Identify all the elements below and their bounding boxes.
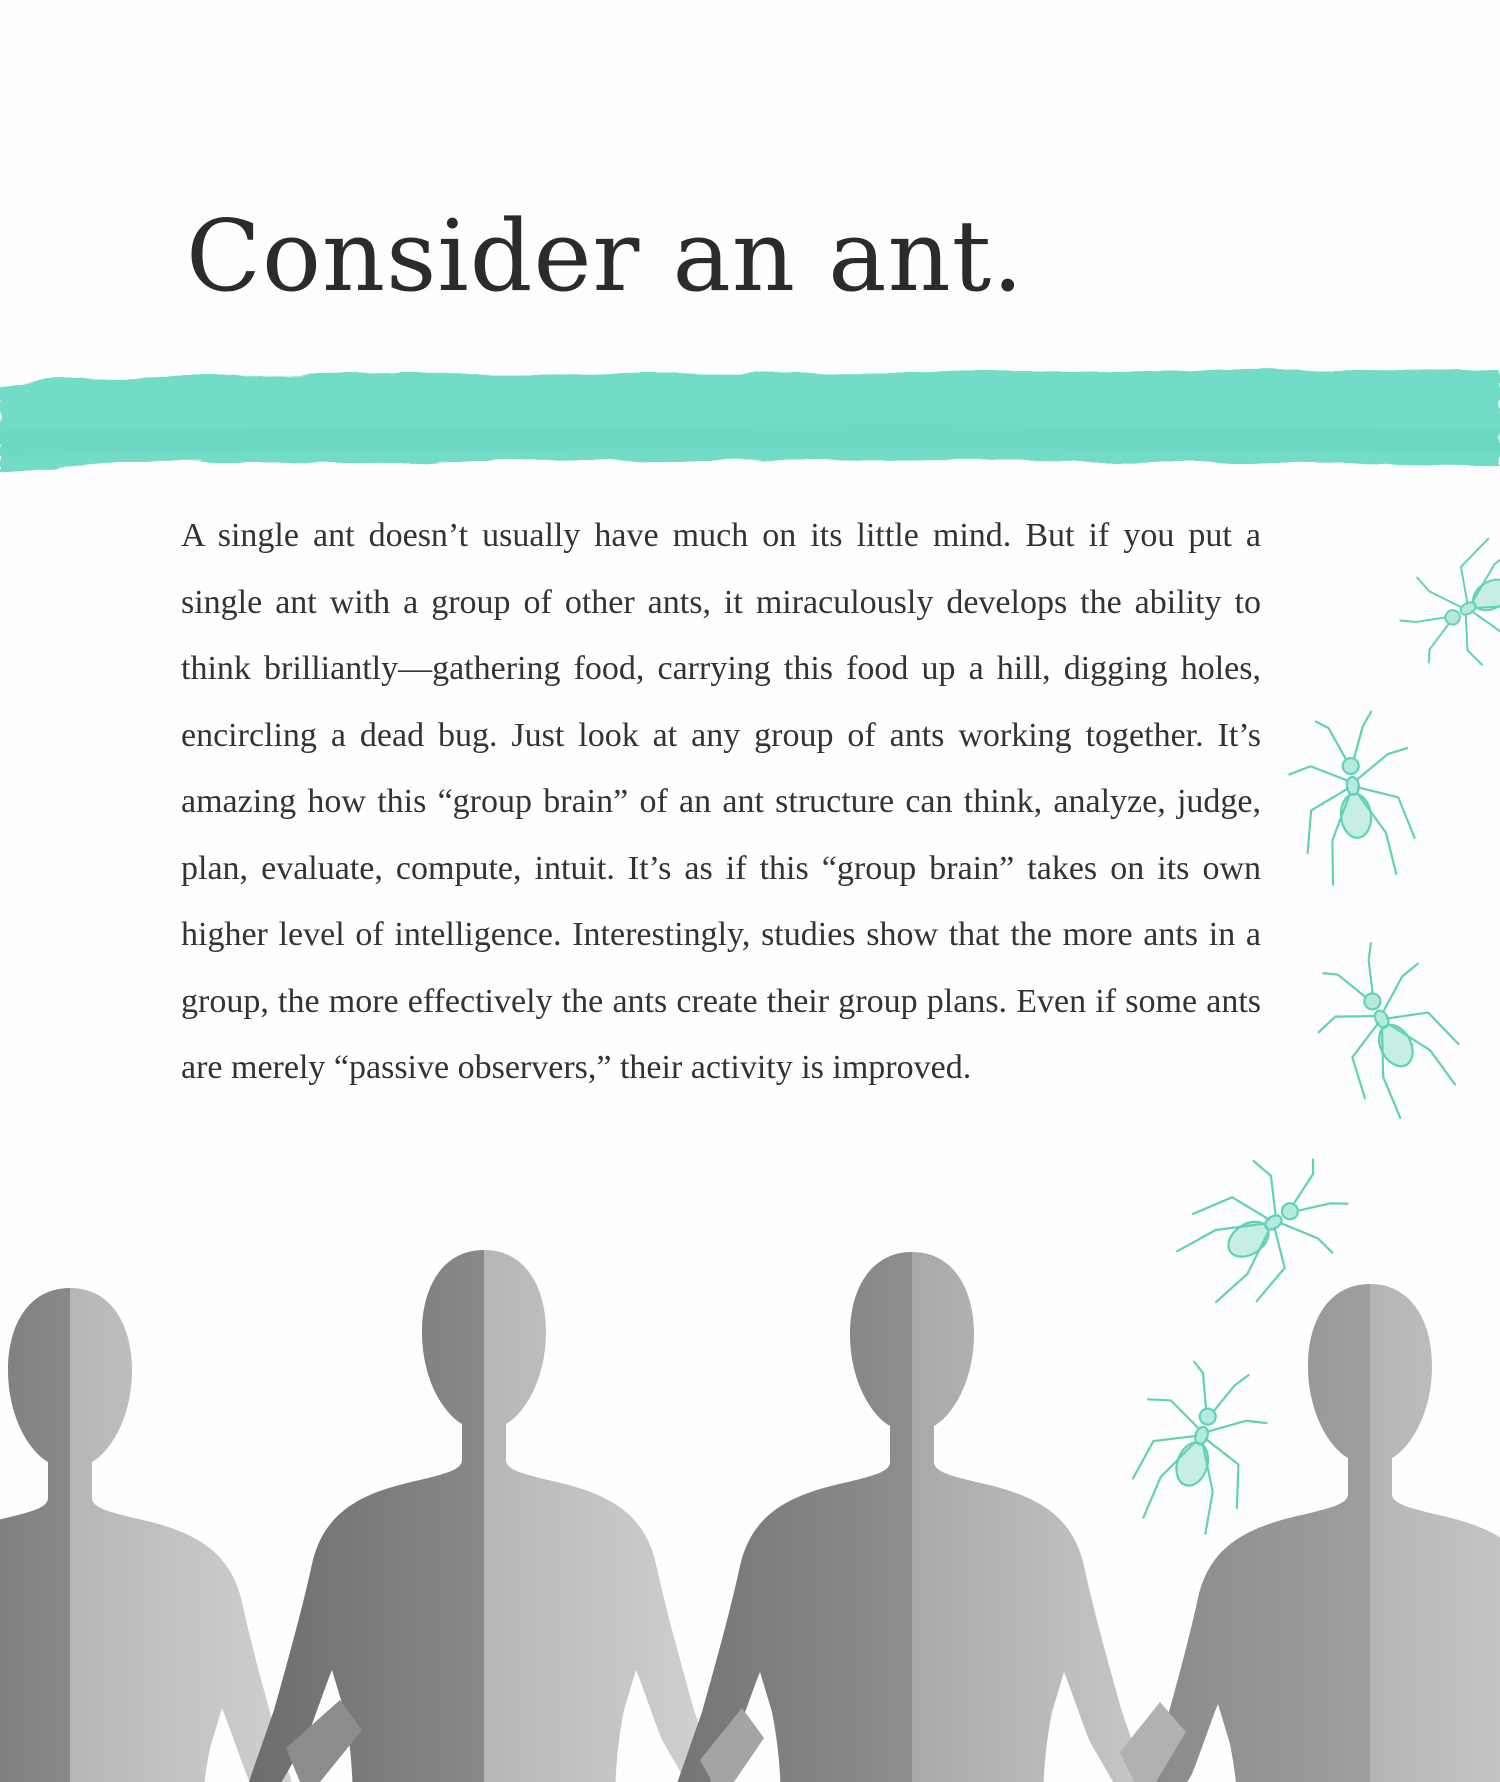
paper-doll-figure bbox=[246, 1250, 722, 1782]
body-paragraph: A single ant doesn’t usually have much on its little mind. But if you put a single ant with a group of other ants, it miraculously develops the ability to think brilliantly—gathering food, carrying this food up a hill, digging holes, encircling a dead bug. Just look at any group of ants working together. It’s amazing how this “group brain” of an ant structure can think, analyze, judge, plan, evaluate, compute, intuit. It’s as if this “group brain” takes on its own higher level of intelligence. Interestingly, studies show that the more ants in a group, the more effectively the ants create their group plans. Even if some ants are merely “passive observers,” their activity is improved. bbox=[181, 517, 1261, 1086]
paper-doll-figure bbox=[1132, 1284, 1500, 1782]
paper-doll-figure bbox=[674, 1252, 1150, 1782]
paper-doll-figure bbox=[0, 1288, 308, 1782]
page-title: Consider an ant. bbox=[186, 200, 1025, 314]
